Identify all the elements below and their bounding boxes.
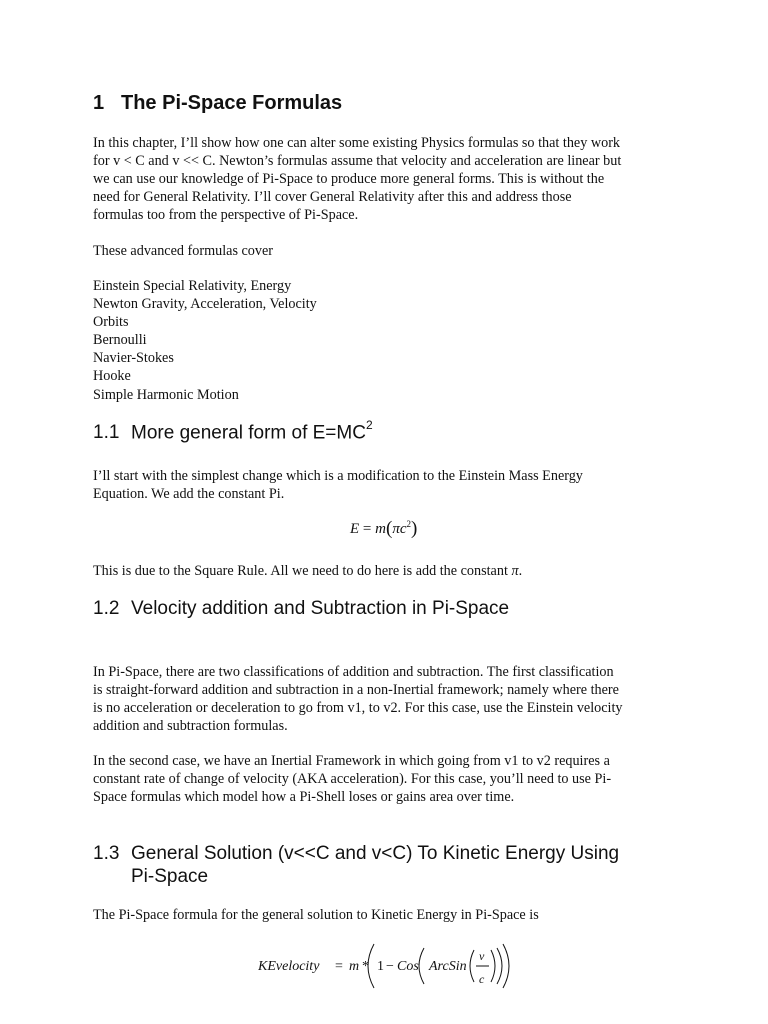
topics-list [93,277,683,404]
list-item: Simple Harmonic Motion [93,386,239,403]
paragraph-line: addition and subtraction formulas. [93,718,288,734]
paragraph-line: Equation. We add the constant Pi. [93,486,285,502]
list-item: Orbits [93,314,129,331]
paren-cos-open [419,948,424,984]
intro-line: In this chapter, I’ll show how one can alter some existing Physics formulas so that they work [93,135,621,151]
section-title: Velocity addition and Subtraction in Pi-Space [131,598,510,619]
paren-arcsin-close [491,950,495,982]
paragraph-line: I’ll start with the simplest change which is a modification to the Einstein Mass Energy [93,468,583,484]
intro-line: need for General Relativity. I’ll cover General Relativity after this and address those [93,189,572,205]
eq-arcsin: ArcSin [429,959,467,974]
eq-pi: π [392,521,400,537]
section-number: 1.3 [93,843,120,864]
intro-line: for v < C and v << C. Newton’s formulas assume that velocity and acceleration are linear but [93,153,622,169]
section-number: 1.2 [93,598,120,619]
eq-equals: = [362,521,372,537]
eq-numerator: v [479,949,485,963]
eq-mass: m [349,959,360,974]
covers-label: These advanced formulas cover [93,243,274,259]
eq-minus: − [386,959,394,974]
section-title: General Solution (v<<C and v<C) To Kinetic Energy Using [131,843,620,864]
eq-exponent: 2 [406,519,411,529]
section-title-line-2: Pi-Space [131,866,209,887]
paragraph-line: Space formulas which model how a Pi-Shell loses or gains area over time. [93,789,515,805]
eq-denominator: c [479,972,485,986]
chapter-heading [93,92,342,115]
list-item: Newton Gravity, Acceleration, Velocity [93,296,317,313]
section-1-2-paragraph-1 [93,663,683,735]
eq-times: * [362,959,369,974]
kinetic-energy-equation [258,940,518,992]
eq-lhs: KEvelocity [258,959,320,974]
section-1-2-paragraph-2 [93,752,683,806]
after-end: . [518,563,523,579]
chapter-number: 1 [93,92,105,114]
pi-symbol: π [511,563,519,579]
paren-arcsin-open [470,950,474,982]
eq-mass: m [375,521,386,537]
intro-line: we can use our knowledge of Pi-Space to produce more general forms. This is without the [93,171,605,187]
paragraph-line: is straight-forward addition and subtraction in a non-Inertial framework; namely where there [93,682,619,698]
section-title: More general form of E=MC [131,422,366,444]
section-1-1-heading [93,420,373,444]
paragraph-line: In Pi-Space, there are two classifications of addition and subtraction. The first classification [93,664,614,680]
section-1-2-heading [93,598,509,620]
eq-c: c [399,521,407,537]
section-1-3-paragraph: The Pi-Space formula for the general solution to Kinetic Energy in Pi-Space is [93,907,539,923]
section-title-superscript: 2 [365,418,373,432]
intro-paragraph [93,134,683,224]
eq-paren-close: ) [411,518,418,539]
paren-outer-close [503,944,509,988]
paragraph-line: In the second case, we have an Inertial Framework in which going from v1 to v2 requires a [93,753,610,769]
eq-lhs: E [350,521,360,537]
paragraph-line: is no acceleration or deceleration to go from v1, to v2. For this case, use the Einstein velocity [93,700,623,716]
energy-equation [350,517,417,539]
list-item: Navier-Stokes [93,350,174,367]
section-number: 1.1 [93,422,120,444]
list-item: Einstein Special Relativity, Energy [93,278,292,294]
intro-line: formulas too from the perspective of Pi-Space. [93,207,359,223]
eq-equals: = [335,959,343,974]
chapter-title: The Pi-Space Formulas [121,92,343,114]
paragraph-line: constant rate of change of velocity (AKA acceleration). For this case, you’ll need to use Pi- [93,771,612,787]
eq-paren-open: ( [385,518,393,539]
eq-one: 1 [377,959,384,974]
after-text: This is due to the Square Rule. All we need to do here is add the constant [93,563,512,579]
paren-cos-close [497,948,502,984]
section-1-1-paragraph [93,467,683,503]
list-item: Hooke [93,368,131,385]
section-1-1-after [93,562,683,580]
list-item: Bernoulli [93,332,147,349]
eq-cos: Cos [397,959,419,974]
section-1-3-heading [93,842,619,888]
